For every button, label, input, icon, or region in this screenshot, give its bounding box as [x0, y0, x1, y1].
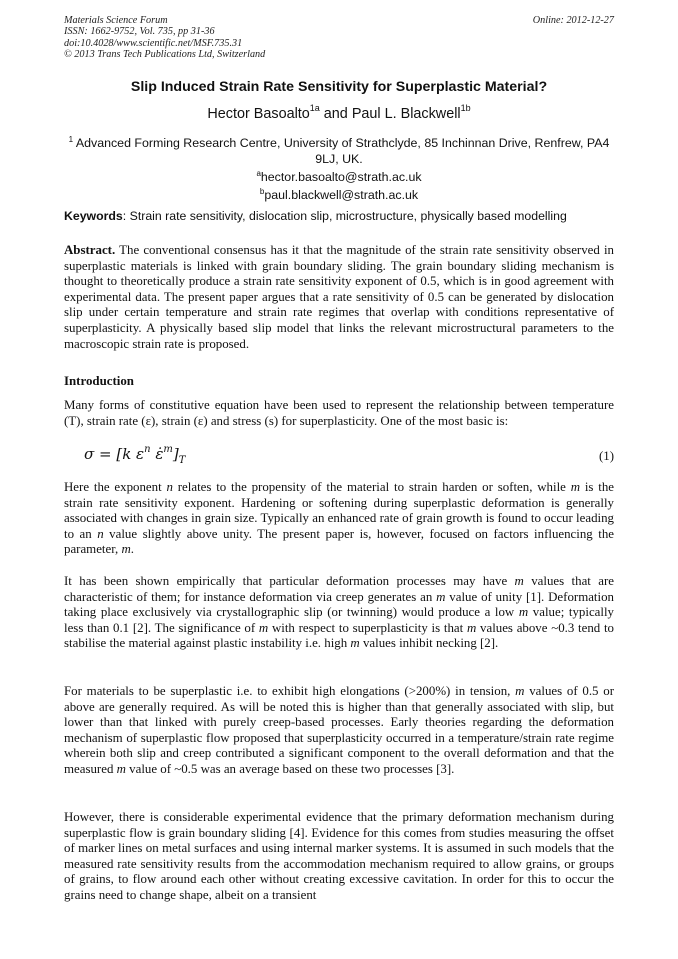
email-superscript: a: [256, 169, 261, 178]
author-conjunction: and: [319, 106, 352, 122]
abstract-label: Abstract.: [64, 243, 116, 257]
email-line: [40, 167, 638, 185]
affiliation: [64, 132, 614, 167]
journal-doi: doi:10.4028/www.scientific.net/MSF.735.31: [64, 37, 243, 49]
italic-var: m: [570, 480, 581, 494]
text-run: value slightly above unity. The present paper is, however, focused on factors influencing the parameter,: [64, 526, 614, 557]
text-run: value of unity [1]. Deformation taking place exclusively via crystallographic slip (or twinning) would produce a low: [64, 589, 614, 620]
author-superscript: 1b: [460, 103, 471, 113]
equation-subscript: T: [178, 455, 186, 466]
italic-var: m: [121, 542, 131, 557]
journal-header: [64, 15, 265, 60]
italic-var: m: [436, 589, 446, 604]
italic-var: m: [258, 620, 269, 635]
text-run: values of 0.5 or above are generally required. As will be noted this is higher than that generally associated with slip, but lower than that linked with purely creep-based processes. Early theories regarding the deformation mechanism of superplastic flow proposed that superplasticity occurred in a temperature/strain rate regime wherein both slip and creep contributed a significant component to the overall deformation and that the measured: [64, 684, 614, 776]
text-run: value; typically less than 0.1 [2]. The significance of: [64, 605, 614, 635]
affiliation-text: Advanced Forming Research Centre, University of Strathclyde, 85 Inchinnan Drive, Renfrew, PA4 9LJ, UK.: [73, 136, 610, 166]
italic-var: m: [116, 761, 126, 776]
intro-paragraph: [64, 684, 614, 778]
keywords-label: Keywords: [64, 209, 123, 223]
email-superscript: b: [259, 186, 265, 196]
text-run: values that are characteristic of them; for instance deformation via creep generates an: [64, 574, 614, 604]
intro-paragraph: [64, 480, 614, 558]
text-run: It has been shown empirically that particular deformation processes may have: [64, 574, 515, 588]
equation-exponent: n: [144, 444, 151, 455]
italic-var: m: [518, 605, 529, 620]
abstract-paragraph: [64, 243, 614, 352]
author-superscript: 1a: [309, 103, 320, 113]
author-emails: [40, 167, 638, 202]
italic-var: m: [466, 620, 477, 635]
email-line: [40, 185, 638, 203]
text-run: .: [130, 542, 135, 557]
equation-exponent: m: [163, 444, 173, 455]
text-run: is the strain rate sensitivity exponent. Hardening or softening during superplastic deformation is generally associated with changes in grain size. Typically an enhanced rate of grain growth is found to occur leading to an: [64, 480, 614, 541]
equation-number: (1): [598, 449, 614, 463]
journal-name: Materials Science Forum: [64, 15, 168, 26]
email-link[interactable]: hector.basoalto@strath.ac.uk: [260, 170, 422, 184]
journal-copyright: © 2013 Trans Tech Publications Ltd, Switzerland: [64, 48, 266, 60]
affiliation-superscript: 1: [68, 135, 74, 144]
italic-var: n: [166, 480, 173, 494]
equation: [84, 444, 185, 466]
email-link[interactable]: paul.blackwell@strath.ac.uk: [264, 187, 419, 202]
text-run: value of ~0.5 was an average based on these two processes [3].: [125, 761, 455, 776]
italic-var: n: [97, 526, 104, 541]
italic-var: m: [514, 574, 524, 588]
keywords-text: : Strain rate sensitivity, dislocation slip, microstructure, physically based modelling: [122, 209, 567, 223]
intro-paragraph: [64, 574, 614, 652]
italic-var: m: [515, 684, 525, 698]
text-run: values inhibit necking [2].: [359, 636, 499, 651]
text-run: values above ~0.3 tend to stabilise the material against plastic instability i.e. high: [64, 620, 615, 651]
author-name: Hector Basoalto: [207, 106, 310, 122]
text-run: For materials to be superplastic i.e. to exhibit high elongations (>200%) in tension,: [64, 684, 516, 698]
author-name: Paul L. Blackwell: [351, 106, 461, 122]
author-line: [40, 103, 638, 122]
keywords: [64, 209, 624, 223]
equation-lhs: σ = [k ε: [84, 445, 145, 463]
equation-mid: ε̇: [150, 445, 164, 463]
equation-rhs: ]: [172, 445, 179, 463]
italic-var: m: [350, 636, 360, 651]
text-run: relates to the propensity of the material to strain harden or soften, while: [172, 480, 571, 494]
abstract-text: The conventional consensus has it that the magnitude of the strain rate sensitivity observed in superplastic materials is linked with grain boundary sliding. The grain boundary sliding mechanism is thought to theoretically produce a strain rate sensitivity exponent of 0.5, which is in good agreement with experimental data. The present paper argues that a rate sensitivity of 0.5 can be generated by dislocation slip under certain temperature and strain rate regimes that overlap with conditions representative of superplasticity. A physically based slip model that links the relevant microstructural parameters to the macroscopic strain rate is proposed.: [64, 243, 614, 351]
text-run: Here the exponent: [64, 480, 167, 494]
journal-issn: ISSN: 1662-9752, Vol. 735, pp 31-36: [64, 26, 215, 38]
text-run: with respect to superplasticity is that: [268, 620, 467, 635]
section-heading: Introduction: [64, 374, 134, 388]
online-date: Online: 2012-12-27: [532, 15, 614, 26]
intro-paragraph: Many forms of constitutive equation have been used to represent the relationship between temperature (T), strain rate (ε), strain (ε) and stress (s) for superplasticity. One of the most basic is:: [64, 398, 614, 428]
intro-paragraph: However, there is considerable experimental evidence that the primary deformation mechanism during superplastic flow is grain boundary sliding [4]. Evidence for this comes from studies measuring the offset of marker lines on metal surfaces and using internal marker systems. It is assumed in such models that the measured rate sensitivity results from the accommodation mechanism required to allow grains, or groups of grains, to flow around each other without creating excessive cavitation. In order for this to occur the grains need to change shape, albeit on a transient: [64, 810, 614, 902]
paper-title: Slip Induced Strain Rate Sensitivity for Superplastic Material?: [130, 79, 548, 95]
